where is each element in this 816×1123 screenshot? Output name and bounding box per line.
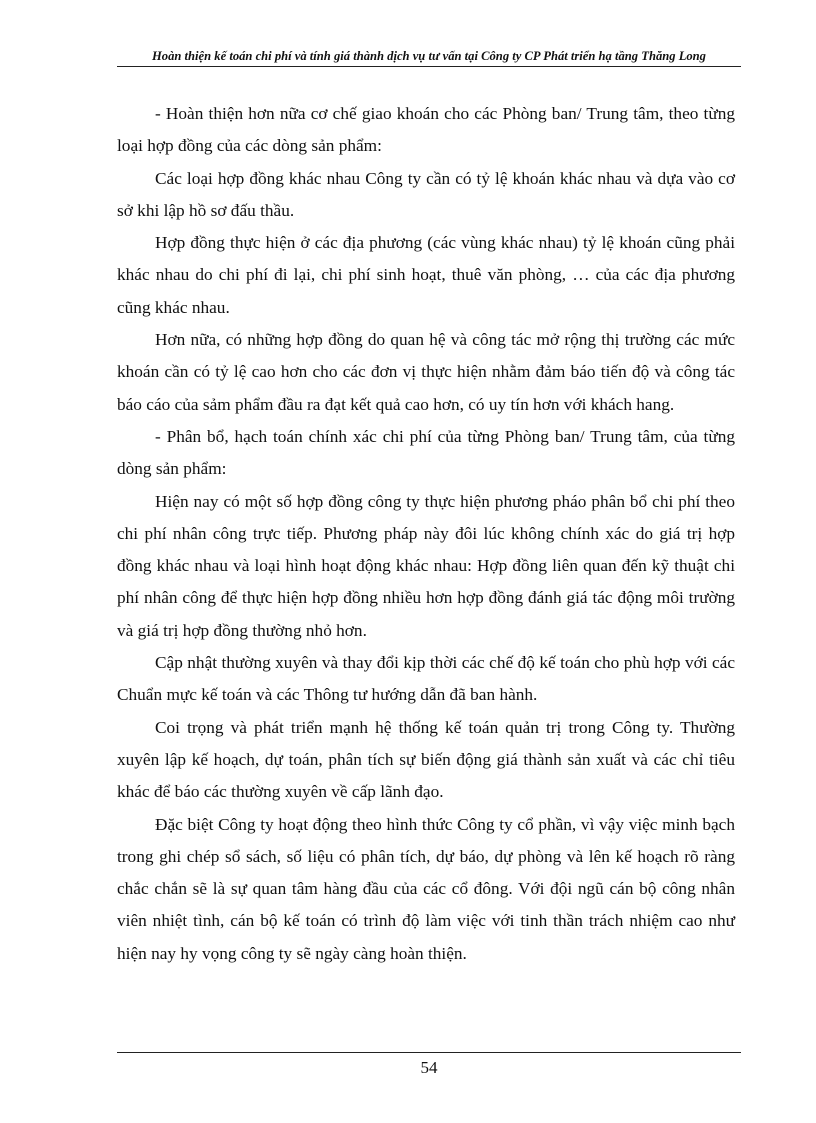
paragraph: Các loại hợp đồng khác nhau Công ty cần có tỷ lệ khoán khác nhau và dựa vào cơ sở khi lập hồ sơ đấu thầu.	[117, 168, 735, 220]
paragraph: Đặc biệt Công ty hoạt động theo hình thức Công ty cổ phần, vì vậy việc minh bạch trong ghi chép sổ sách, số liệu có phân tích, dự báo, dự phòng và lên kế hoạch rõ ràng chắc chắn sẽ là sự quan tâm hàng đầu của các cổ đông. Với đội ngũ cán bộ công nhân viên nhiệt tình, cán bộ kế toán có trình độ làm việc với tinh thần trách nhiệm cao như hiện nay hy vọng công ty sẽ ngày càng hoàn thiện.	[117, 814, 735, 963]
paragraph: Hợp đồng thực hiện ở các địa phương (các vùng khác nhau) tỷ lệ khoán cũng phải khác nhau do chi phí đi lại, chi phí sinh hoạt, thuê văn phòng, … của các địa phương cũng khác nhau.	[117, 233, 735, 317]
paragraph: - Phân bổ, hạch toán chính xác chi phí của từng Phòng ban/ Trung tâm, của từng dòng sản phẩm:	[117, 426, 735, 479]
paragraph: Cập nhật thường xuyên và thay đổi kịp thời các chế độ kế toán cho phù hợp với các Chuẩn mực kế toán và các Thông tư hướng dẫn đã ban hành.	[117, 653, 735, 705]
running-header-title: Hoàn thiện kế toán chi phí và tính giá thành dịch vụ tư vấn tại Công ty CP Phát triển hạ tầng Thăng Long	[152, 49, 706, 63]
page-body	[117, 98, 735, 970]
footer-divider	[117, 1052, 741, 1053]
page-number: 54	[420, 1058, 438, 1077]
paragraph: - Hoàn thiện hơn nữa cơ chế giao khoán cho các Phòng ban/ Trung tâm, theo từng loại hợp đồng của các dòng sản phẩm:	[117, 104, 735, 156]
paragraph: Hơn nữa, có những hợp đồng do quan hệ và công tác mở rộng thị trường các mức khoán cần có tỷ lệ cao hơn cho các đơn vị thực hiện nhằm đảm báo tiến độ và công tác báo cáo của sảm phẩm đầu ra đạt kết quả cao hơn, có uy tín hơn với khách hang.	[117, 330, 735, 414]
running-header	[117, 47, 741, 67]
paragraph: Coi trọng và phát triển mạnh hệ thống kế toán quản trị trong Công ty. Thường xuyên lập kế hoạch, dự toán, phân tích sự biến động giá thành sản xuất và các chỉ tiêu khác để báo các thường xuyên về cấp lãnh đạo.	[117, 717, 735, 802]
paragraph: Hiện nay có một số hợp đồng công ty thực hiện phương pháo phân bổ chi phí theo chi phí nhân công trực tiếp. Phương pháp này đôi lúc không chính xác do giá trị hợp đồng khác nhau và loại hình hoạt động khác nhau: Hợp đồng liên quan đến kỹ thuật chi phí nhân công để thực hiện hợp đồng nhiều hơn hợp đồng đánh giá tác động môi trường và giá trị hợp đồng thường nhỏ hơn.	[117, 491, 735, 640]
